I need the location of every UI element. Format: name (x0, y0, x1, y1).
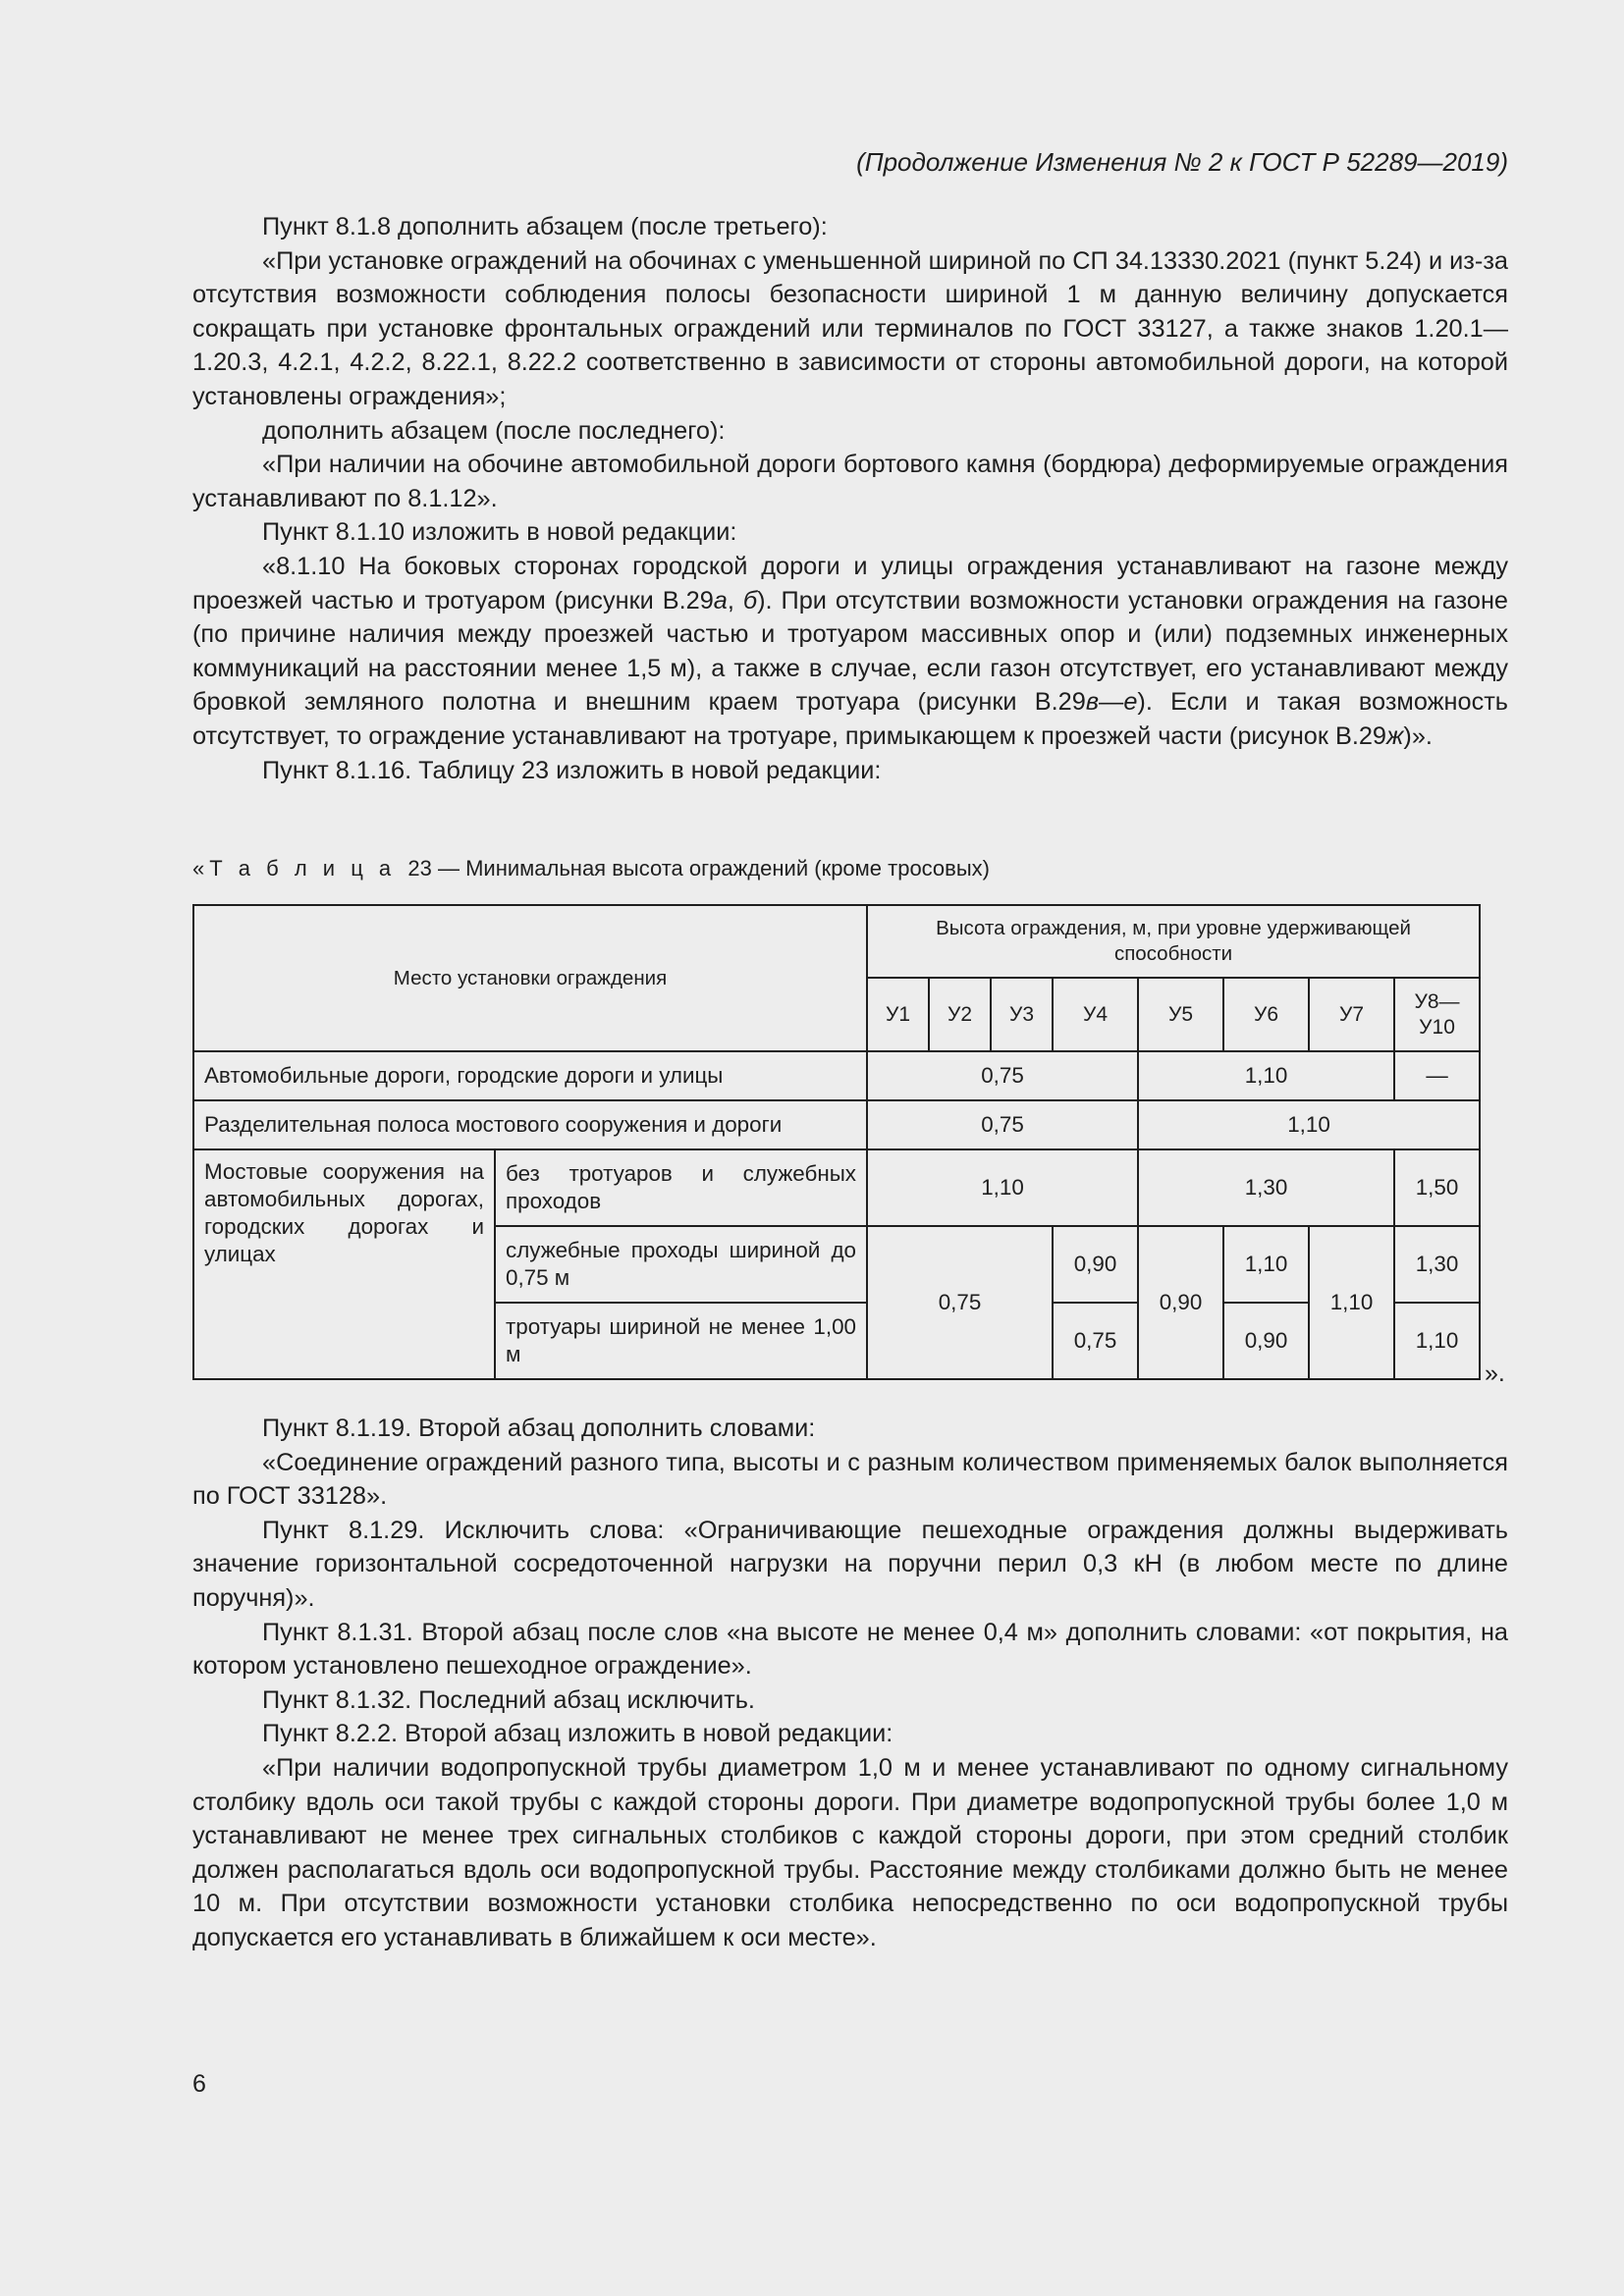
text-run: , (727, 586, 743, 614)
figure-letter: е (1123, 688, 1138, 717)
table-caption (192, 854, 990, 883)
paragraph: Пункт 8.1.19. Второй абзац дополнить словами: (262, 1415, 816, 1442)
table-cell: 1,10 (1223, 1226, 1309, 1303)
text-run: ). Если и такая возможность отсутствует, то ограждение устанавливают на тротуаре, примыкающем к проезжей части (рисунок В.29 (192, 688, 1508, 750)
row-label: тротуары шириной не менее 1,00 м (495, 1303, 867, 1379)
header-level: У2 (929, 978, 991, 1051)
figure-letter: б (742, 586, 758, 614)
table-cell: 0,75 (867, 1100, 1138, 1149)
header-height-group: Высота ограждения, м, при уровне удерживающей способности (867, 905, 1480, 978)
paragraph-8-1-10 (192, 550, 1508, 754)
table-23 (192, 904, 1481, 1380)
body-text-top (192, 210, 1508, 787)
header-level: У4 (1053, 978, 1138, 1051)
paragraph: «При наличии на обочине автомобильной дороги бортового камня (бордюра) деформируемые ограждения устанавливают по 8.1.12». (192, 451, 1508, 512)
table-row (193, 1100, 1480, 1149)
header-level: У1 (867, 978, 929, 1051)
table-cell: 1,30 (1394, 1226, 1480, 1303)
header-level: У3 (991, 978, 1053, 1051)
paragraph: Пункт 8.1.16. Таблицу 23 изложить в новой редакции: (262, 756, 882, 784)
table-cell: 0,75 (1053, 1303, 1138, 1379)
table-caption-prefix: «Т а б л и ц а (192, 856, 397, 881)
table-cell: 1,30 (1138, 1149, 1394, 1226)
body-text-bottom (192, 1412, 1508, 1955)
table-cell: — (1394, 1051, 1480, 1100)
table-row (193, 1149, 1480, 1226)
header-level: У8—У10 (1394, 978, 1480, 1051)
text-run: — (1099, 688, 1124, 717)
paragraph: «Соединение ограждений разного типа, высоты и с разным количеством применяемых балок выполняется по ГОСТ 33128». (192, 1448, 1508, 1511)
table-row (193, 1051, 1480, 1100)
paragraph: Пункт 8.1.31. Второй абзац после слов «на высоте не менее 0,4 м» дополнить словами: «от покрытия, на котором установлено пешеходное ограждение». (192, 1618, 1508, 1681)
table-cell: 0,75 (867, 1226, 1053, 1379)
row-label: служебные проходы шириной до 0,75 м (495, 1226, 867, 1303)
figure-letter: ж (1386, 721, 1404, 750)
header-level: У6 (1223, 978, 1309, 1051)
paragraph: «При наличии водопропускной трубы диаметром 1,0 м и менее устанавливают по одному сигнальному столбику вдоль оси такой трубы с каждой стороны дороги. При диаметре водопропускной трубы более 1,0 м устанавливают не менее трех сигнальных столбиков с каждой стороны дороги, при этом средний столбик должен располагаться вдоль оси водопропускной трубы. Расстояние между столбиками должно быть не менее 10 м. При отсутствии возможности установки столбика непосредственно по оси водопропускной трубы допускается его устанавливать в ближайшем к оси месте». (192, 1753, 1508, 1951)
header-level: У7 (1309, 978, 1394, 1051)
table-cell: 1,10 (1309, 1226, 1394, 1379)
row-label: Разделительная полоса мостового сооружения и дороги (193, 1100, 867, 1149)
row-label: без тротуаров и служебных проходов (495, 1149, 867, 1226)
table-caption-text: 23 — Минимальная высота ограждений (кроме тросовых) (407, 856, 990, 881)
running-header: (Продолжение Изменения № 2 к ГОСТ Р 52289—2019) (856, 147, 1508, 177)
table-cell: 1,10 (1138, 1051, 1394, 1100)
paragraph: Пункт 8.1.10 изложить в новой редакции: (262, 518, 737, 547)
row-label: Автомобильные дороги, городские дороги и улицы (193, 1051, 867, 1100)
table-end-mark: ». (1485, 1360, 1505, 1387)
page-number: 6 (192, 2070, 206, 2098)
table-cell: 0,90 (1138, 1226, 1223, 1379)
table-cell: 0,90 (1053, 1226, 1138, 1303)
paragraph: Пункт 8.1.32. Последний абзац исключить. (262, 1685, 755, 1714)
text-run: «8.1.10 На боковых сторонах городской дороги и улицы ограждения устанавливают на газоне между проезжей частью и тротуаром (рисунки В.29 (192, 552, 1508, 614)
table-cell: 0,90 (1223, 1303, 1309, 1379)
paragraph: Пункт 8.2.2. Второй абзац изложить в новой редакции: (262, 1720, 893, 1748)
text-run: )». (1403, 721, 1433, 750)
table-cell: 1,10 (867, 1149, 1138, 1226)
table-cell: 1,50 (1394, 1149, 1480, 1226)
paragraph: Пункт 8.1.8 дополнить абзацем (после третьего): (262, 213, 828, 240)
table-cell: 1,10 (1138, 1100, 1480, 1149)
paragraph: дополнить абзацем (после последнего): (262, 416, 726, 445)
paragraph: Пункт 8.1.29. Исключить слова: «Ограничивающие пешеходные ограждения должны выдерживать значение горизонтальной сосредоточенной нагрузки на поручни перил 0,3 кН (в любом месте по длине поручня)». (192, 1516, 1508, 1612)
row-group-label: Мостовые сооружения на автомобильных дорогах, городских дорогах и улицах (193, 1149, 495, 1379)
table-cell: 1,10 (1394, 1303, 1480, 1379)
header-level: У5 (1138, 978, 1223, 1051)
figure-letter: в (1085, 688, 1100, 717)
table-cell: 0,75 (867, 1051, 1138, 1100)
header-place: Место установки ограждения (193, 905, 867, 1051)
text-run: ). При отсутствии возможности установки ограждения на газоне (по причине наличия между проезжей частью и тротуаром массивных опор и (или) подземных инженерных коммуникаций на расстоянии менее 1,5 м), а также в случае, если газон отсутствует, его устанавливают между бровкой земляного полотна и внешним краем тротуара (рисунки В.29 (192, 586, 1509, 717)
figure-letter: а (713, 586, 728, 614)
paragraph: «При установке ограждений на обочинах с уменьшенной шириной по СП 34.13330.2021 (пункт 5.24) и из-за отсутствия возможности соблюдения полосы безопасности шириной 1 м данную величину допускается сокращать при установке фронтальных ограждений или терминалов по ГОСТ 33127, а также знаков 1.20.1—1.20.3, 4.2.1, 4.2.2, 8.22.1, 8.22.2 соответственно в зависимости от стороны автомобильной дороги, на которой установлены ограждения»; (192, 246, 1508, 410)
